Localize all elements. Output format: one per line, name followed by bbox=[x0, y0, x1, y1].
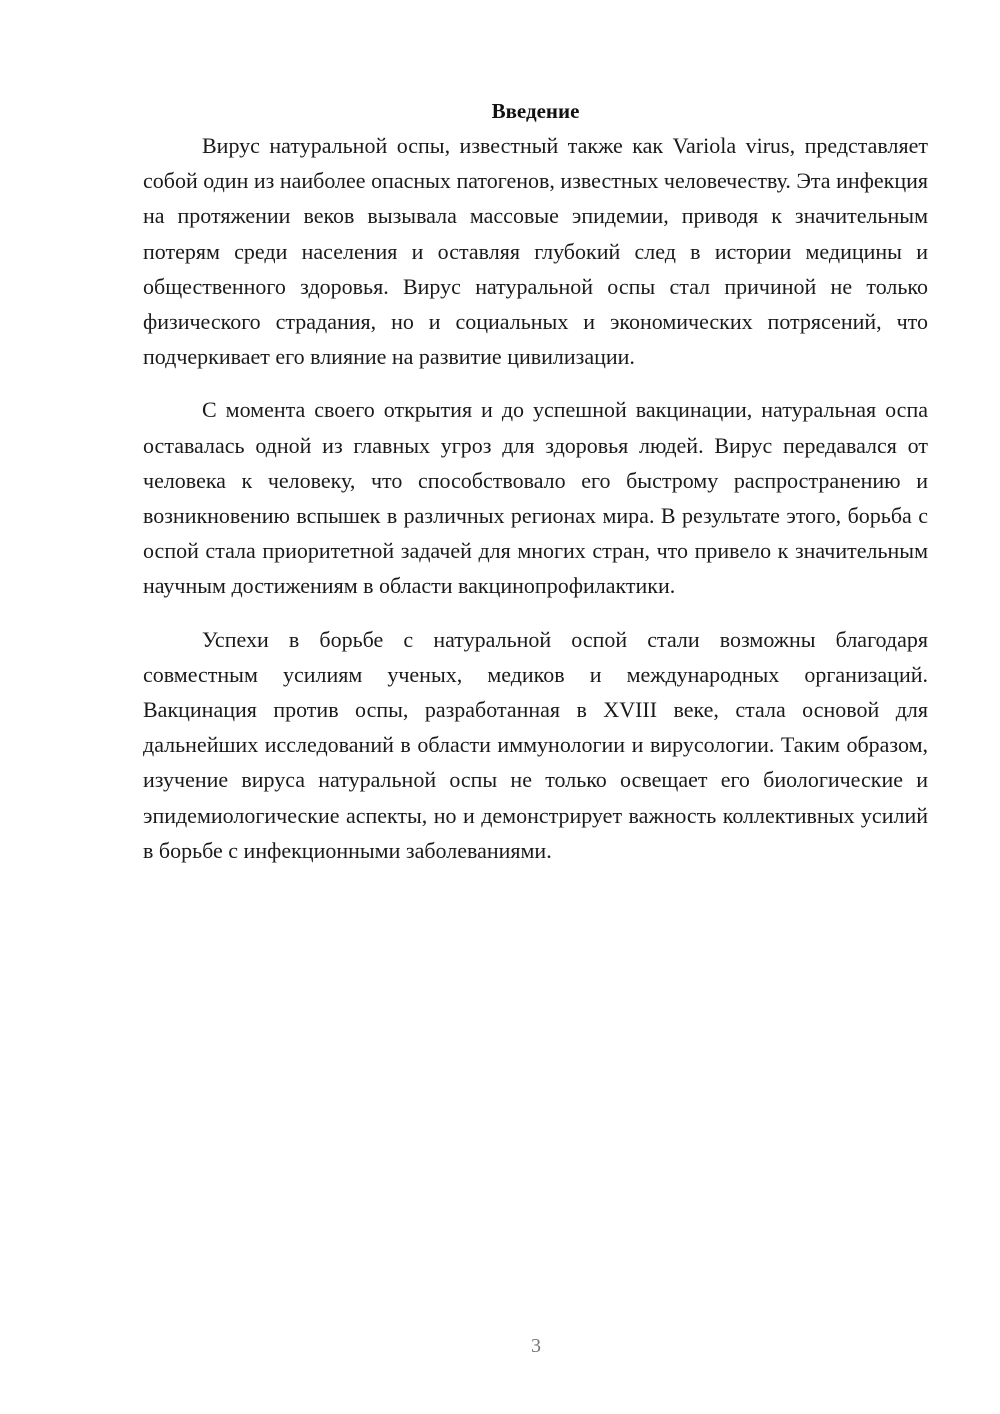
paragraph-2: С момента своего открытия и до успешной вакцинации, натуральная оспа оставалась одной из главных угроз для здоровья людей. Вирус передавался от человека к человеку, что способствовало его быстрому распространению и возникновению вспышек в различных регионах мира. В результате этого, борьба с оспой стала приоритетной задачей для многих стран, что привело к значительным научным достижениям в области вакцинопрофилактики. bbox=[143, 397, 928, 599]
section-heading: Введение bbox=[491, 99, 580, 123]
page-number: 3 bbox=[531, 1335, 541, 1357]
page-content bbox=[143, 96, 928, 886]
paragraph-1: Вирус натуральной оспы, известный также как Variola virus, представляет собой один из наиболее опасных патогенов, известных человечеству. Эта инфекция на протяжении веков вызывала массовые эпидемии, приводя к значительным потерям среди населения и оставляя глубокий след в истории медицины и общественного здоровья. Вирус натуральной оспы стал причиной не только физического страдания, но и социальных и экономических потрясений, что подчеркивает его влияние на развитие цивилизации. bbox=[143, 133, 928, 370]
paragraph-3: Успехи в борьбе с натуральной оспой стали возможны благодаря совместным усилиям ученых, медиков и международных организаций. Вакцинация против оспы, разработанная в XVIII веке, стала основой для дальнейших исследований в области иммунологии и вирусологии. Таким образом, изучение вируса натуральной оспы не только освещает его биологические и эпидемиологические аспекты, но и демонстрирует важность коллективных усилий в борьбе с инфекционными заболеваниями. bbox=[143, 626, 928, 863]
